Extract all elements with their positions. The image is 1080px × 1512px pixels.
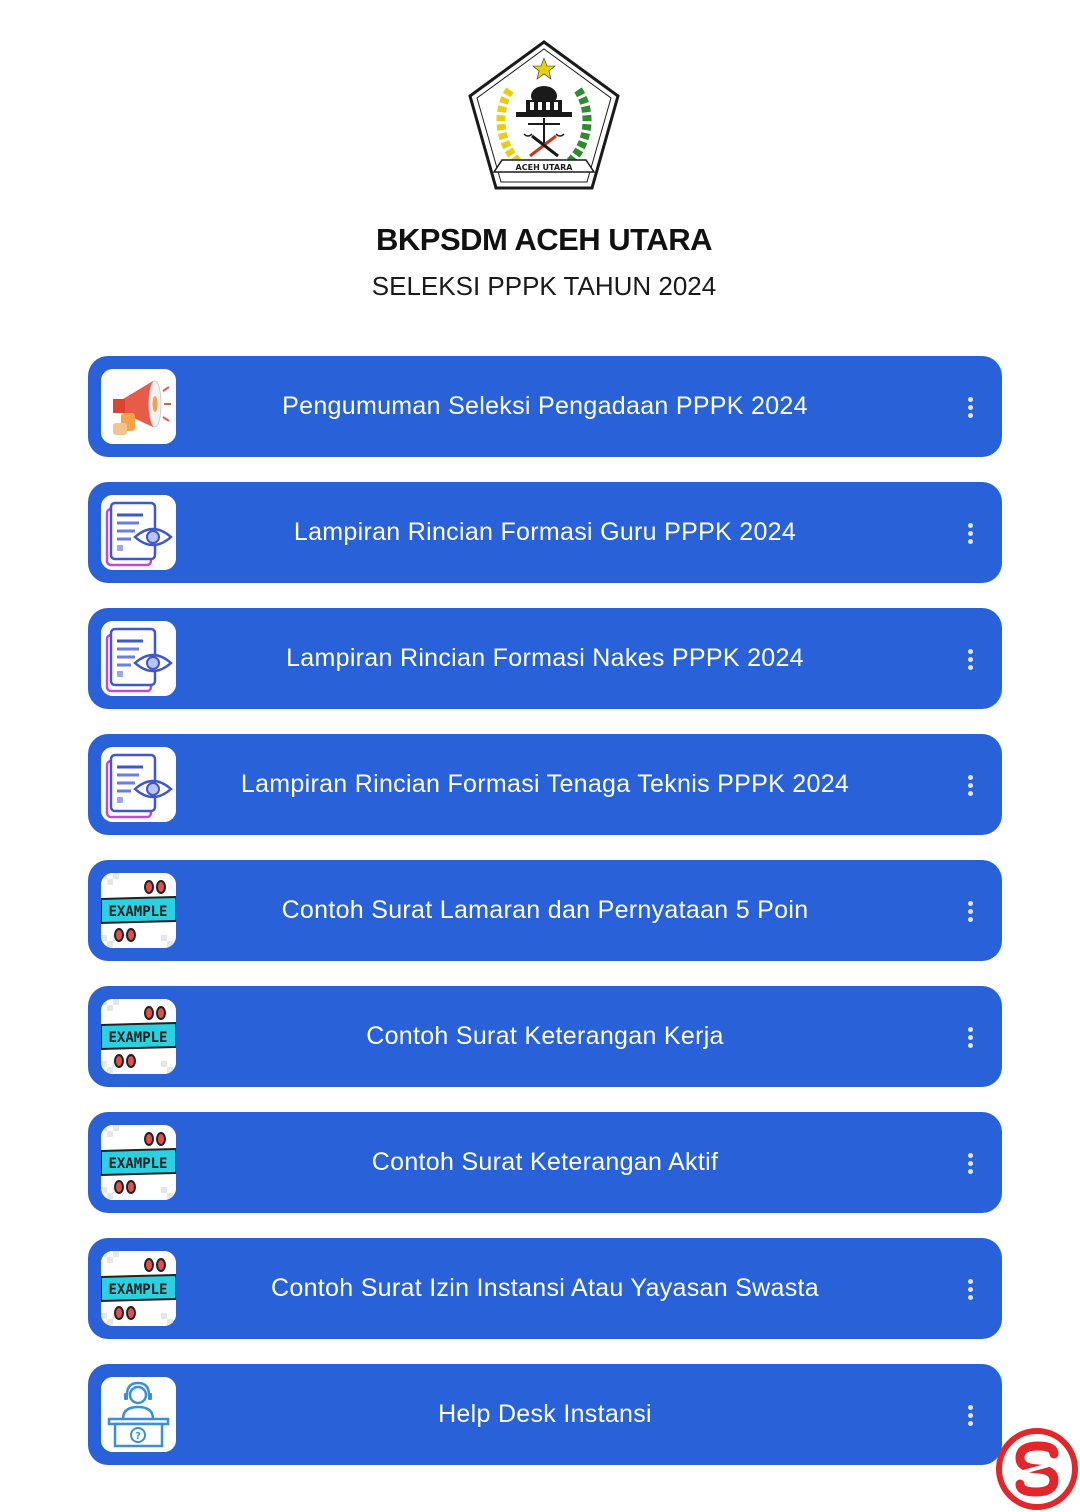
link-thumbnail bbox=[101, 873, 176, 948]
link-thumbnail bbox=[101, 999, 176, 1074]
example-icon bbox=[101, 1125, 176, 1200]
link-button-formasi-nakes[interactable] bbox=[88, 608, 1002, 709]
link-thumbnail bbox=[101, 495, 176, 570]
more-options-icon[interactable] bbox=[956, 1274, 984, 1304]
logo-ribbon-text: ACEH UTARA bbox=[515, 163, 573, 172]
link-thumbnail bbox=[101, 747, 176, 822]
link-label: Help Desk Instansi bbox=[438, 1400, 652, 1428]
link-thumbnail bbox=[101, 1377, 176, 1452]
example-icon bbox=[101, 999, 176, 1074]
help-desk-icon bbox=[101, 1377, 176, 1452]
link-label: Lampiran Rincian Formasi Tenaga Teknis PPPK 2024 bbox=[240, 770, 850, 798]
more-options-icon[interactable] bbox=[956, 896, 984, 926]
document-view-icon bbox=[101, 621, 176, 696]
link-label: Pengumuman Seleksi Pengadaan PPPK 2024 bbox=[282, 392, 808, 420]
document-view-icon bbox=[101, 747, 176, 822]
link-label: Contoh Surat Izin Instansi Atau Yayasan Swasta bbox=[271, 1274, 819, 1302]
link-thumbnail bbox=[101, 621, 176, 696]
example-icon bbox=[101, 1251, 176, 1326]
document-view-icon bbox=[101, 495, 176, 570]
link-thumbnail bbox=[101, 1125, 176, 1200]
page-title: BKPSDM ACEH UTARA bbox=[376, 222, 712, 257]
link-thumbnail bbox=[101, 1251, 176, 1326]
example-badge-text: EXAMPLE bbox=[108, 1282, 168, 1298]
link-label: Lampiran Rincian Formasi Guru PPPK 2024 bbox=[293, 518, 797, 546]
more-options-icon[interactable] bbox=[956, 1148, 984, 1178]
link-thumbnail bbox=[101, 369, 176, 444]
example-badge-text: EXAMPLE bbox=[108, 1030, 168, 1046]
link-button-izin-instansi[interactable] bbox=[88, 1238, 1002, 1339]
more-options-icon[interactable] bbox=[956, 1400, 984, 1430]
example-icon bbox=[101, 873, 176, 948]
watermark-logo-icon bbox=[994, 1426, 1080, 1512]
link-button-formasi-guru[interactable] bbox=[88, 482, 1002, 583]
link-button-surat-lamaran[interactable] bbox=[88, 860, 1002, 961]
example-badge-text: EXAMPLE bbox=[108, 904, 168, 920]
link-button-formasi-teknis[interactable] bbox=[88, 734, 1002, 835]
link-label: Contoh Surat Lamaran dan Pernyataan 5 Poin bbox=[281, 896, 809, 924]
link-button-help-desk[interactable] bbox=[88, 1364, 1002, 1465]
link-label: Lampiran Rincian Formasi Nakes PPPK 2024 bbox=[286, 644, 804, 672]
megaphone-icon bbox=[101, 369, 176, 444]
more-options-icon[interactable] bbox=[956, 1022, 984, 1052]
more-options-icon[interactable] bbox=[956, 770, 984, 800]
link-button-keterangan-kerja[interactable] bbox=[88, 986, 1002, 1087]
aceh-utara-emblem-logo bbox=[466, 38, 622, 194]
link-button-pengumuman[interactable] bbox=[88, 356, 1002, 457]
svg-text:?: ? bbox=[135, 1431, 141, 1442]
link-label: Contoh Surat Keterangan Kerja bbox=[366, 1022, 724, 1050]
page-subtitle: SELEKSI PPPK TAHUN 2024 bbox=[371, 271, 717, 301]
link-label: Contoh Surat Keterangan Aktif bbox=[371, 1148, 719, 1176]
link-button-keterangan-aktif[interactable] bbox=[88, 1112, 1002, 1213]
example-badge-text: EXAMPLE bbox=[108, 1156, 168, 1172]
more-options-icon[interactable] bbox=[956, 392, 984, 422]
more-options-icon[interactable] bbox=[956, 518, 984, 548]
more-options-icon[interactable] bbox=[956, 644, 984, 674]
link-list bbox=[88, 356, 1002, 1490]
